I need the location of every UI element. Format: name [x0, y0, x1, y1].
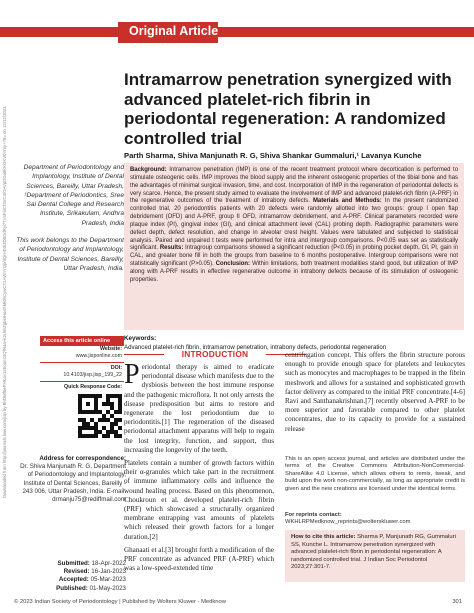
date-value: 05-Mar-2023: [90, 576, 126, 584]
abstract-methods: In the present randomized controlled trial, 20 periodontitis patients with 20 defects were randomly allotted into two groups: group I open flap debridement (OFD) and A-PRF, group II OFD, intramarrow debridement, and A-PRF. Clinical parameters recorded were plaque index (PI), gingival index (GI), and clinical attachment level (CAL) probing depth. Radiographic parameters were defect depth, defect resolution, and change in alveolar crest height. Values were tabulated and subjected to statistical analysis. Paired and unpaired t tests were performed for intra and intergroup comparisons. P<0.05 was set as statistically significant.: [130, 198, 459, 252]
page-number: 301: [452, 599, 462, 605]
article-title: Intramarrow penetration synergized with advanced platelet-rich fibrin in periodontal regeneration: A randomized controlled trial: [124, 70, 452, 148]
download-notice: Downloaded from http://journals.lww.com/jisp by BhDMf5ePHKav1zEoum1tQfN4a+kJLhEZgbsIHo4XMi0hCywCX1AWnYQp/IlQrHD3i3D0OdRyi7TvSFl4Cf3VC4/OAVpDDa8KKGKV0Ymy+78= on 12/12/2023: [2, 106, 7, 498]
divider: [40, 381, 124, 382]
date-value: 18-Apr-2022: [91, 560, 126, 567]
section-tab: [118, 22, 218, 43]
cite-text: Sharma P, Manjunath RG, Gummaluri SS, Kunche L. Intramarrow penetration synergized with advanced platelet-rich fibrin in periodontal regeneration: A randomized controlled trial. J Indian Soc Periodontol 2023;27:301-7.: [291, 534, 456, 570]
correspondence-text: Dr. Shiva Manjunath R. G, Department of Periodontology and Implantology, Institute of Dental Sciences, Bareilly - 243 006, Uttar Pradesh, India. E-mail: drmanju75@rediffmail.com: [20, 463, 126, 504]
intro-column-1: [124, 359, 274, 573]
doi-label: DOI:: [110, 365, 122, 371]
website-label: Website:: [100, 346, 122, 352]
date-value: 16-Jan-2023: [91, 568, 126, 576]
keywords-label: Keywords:: [124, 335, 157, 342]
qr-label: Quick Response Code:: [64, 384, 122, 390]
reprints-notice: [285, 512, 465, 527]
cite-label: How to cite this article:: [291, 534, 356, 540]
abstract-methods-label: Materials and Methods:: [312, 198, 382, 205]
reprints-label: For reprints contact:: [285, 512, 342, 518]
keywords-text: Advanced platelet-rich fibrin, intramarrow penetration, intrabony defects, periodontal regeneration: [124, 344, 387, 351]
citation-box: [285, 530, 465, 582]
date-label: Revised:: [63, 568, 90, 576]
article-dates: [14, 560, 126, 593]
date-value: 01-May-2023: [89, 584, 126, 592]
correspondence: [14, 455, 126, 504]
drop-cap: P: [124, 359, 140, 390]
affiliation: Department of Periodontology and Implantology, Institute of Dental Sciences, Bareilly, Uttar Pradesh, ¹Department of Periodontics, Sree Sai Dental College and Research Institute, Srikakulam, Andhra Pradesh, India: [23, 164, 124, 227]
abstract-results: Intragroup comparisons showed a significant reduction (P<0.05) in probing pocket depth, GI, PI, gain in CAL, and greater bone fill in both the groups from baseline to 6 months postoperative. Intergroup comparisons were not statistically significant (P>0.05).: [130, 245, 459, 268]
page-footer: [14, 599, 462, 605]
website-link[interactable]: www.jisponline.com: [75, 353, 122, 359]
correspondence-label: Address for correspondence:: [39, 455, 126, 462]
header-band: [0, 27, 474, 37]
heading-rule: [124, 354, 164, 355]
reprints-email[interactable]: WKHLRPMedknow_reprints@wolterskluwer.com: [285, 519, 411, 526]
date-label: Submitted:: [57, 560, 90, 567]
work-attribution: This work belongs to the Department of Periodontology and Implantology, Institute of Dental Sciences, Bareilly, Uttar Pradesh, India.: [16, 237, 124, 272]
footer-copyright: © 2023 Indian Society of Periodontology | Published by Wolters Kluwer - Medknow: [14, 599, 226, 605]
qr-code-icon[interactable]: [78, 394, 122, 438]
date-label: Accepted:: [58, 576, 89, 584]
intro-paragraph: Ghanaati et al.[3] brought forth a modification of the PRF concentrate as advanced PRF (A-PRF) which was a low-speed-extended time: [124, 545, 274, 573]
intro-column-2: centrifugation concept. This offers the fibrin structure porous enough to provide enough space for platelets and leukocytes such as monocytes and macrophages to be trapped in the fibrin meshwork and allows for a sustained and sophisticated growth factor delivery as compared to the initial PRF concentrate.[4-6] Ravi and Santhanakrishnan.[7] recently observed A-PRF to be more superior and favorable compared to other platelet concentrates, due to its capacity to provide for a sustained release: [285, 351, 465, 433]
abstract-background-label: Background:: [130, 167, 167, 173]
intro-paragraph: Platelets contain a number of growth factors within their α-granules which take part in the recruitment of immune inflammatory cells and influence the wound healing process. Based on this phenomenon, Choukroun et al. developed platelet-rich fibrin (PRF) which showcased a structurally organized membrane entrapping vast amounts of platelets which released their growth factors for a longer duration.[2]: [124, 459, 274, 541]
abstract-conclusion: Within limitations, both treatment modalities stand good, but utilization of IMP along with A-PRF results in effective regenerative outcome in intrabony defects because of its stimulation of osteogenic properties.: [130, 261, 458, 283]
intro-heading: INTRODUCTION: [181, 349, 249, 359]
header-bar: [0, 0, 474, 44]
divider: [40, 362, 124, 363]
download-strip: [0, 100, 14, 500]
open-access-notice: This is an open access journal, and articles are distributed under the terms of the Creative Commons Attribution-NonCommercial-ShareAlike 4.0 License, which allows others to remix, tweak, and build upon the work non-commercially, as long as appropriate credit is given and the new creations are licensed under the identical terms.: [285, 456, 465, 492]
abstract-results-label: Results:: [159, 245, 184, 252]
abstract-background: Intramarrow penetration (IMP) is one of the recent treatment protocol where decortication is performed to stimulate osteogenic cells. IMP improves the blood supply and the inherent osteogenic properties of the tibial bone and has the advantages of minimal surgical invasion, time, and cost. Incorporation of IMP in the regeneration of periodontal defects is very scarce. Hence, the present study aimed to evaluate the involvement of IMP and advanced platelet-rich fibrin (A-PRF) in the regenerative outcomes of the treatment of intrabony defects.: [130, 167, 459, 205]
access-header: Access this article online: [40, 336, 124, 346]
intro-paragraph: eriodontal therapy is aimed to eradicate periodontal disease which manifests due to the dysbiosis between the host immune response and the pathogenic microflora. It not only arrests the disease predisposition but aims to restore and regenerate the lost periodontium due to periodontitis.[1] The regeneration of the diseased periodontal attachment apparatus will help to regain the lost integrity, function, and support, thus increasing the longevity of the teeth.: [124, 363, 274, 454]
abstract: [124, 163, 464, 330]
doi-link[interactable]: 10.4103/jisp.jisp_199_22: [63, 372, 122, 378]
author-list: Parth Sharma, Shiva Manjunath R. G, Shiva Shankar Gummaluri,¹ Lavanya Kunche: [124, 151, 422, 160]
section-label: Original Article: [129, 24, 219, 38]
access-sidebar: [40, 336, 124, 441]
date-label: Published:: [56, 584, 88, 592]
abstract-conclusion-label: Conclusion:: [215, 261, 251, 268]
